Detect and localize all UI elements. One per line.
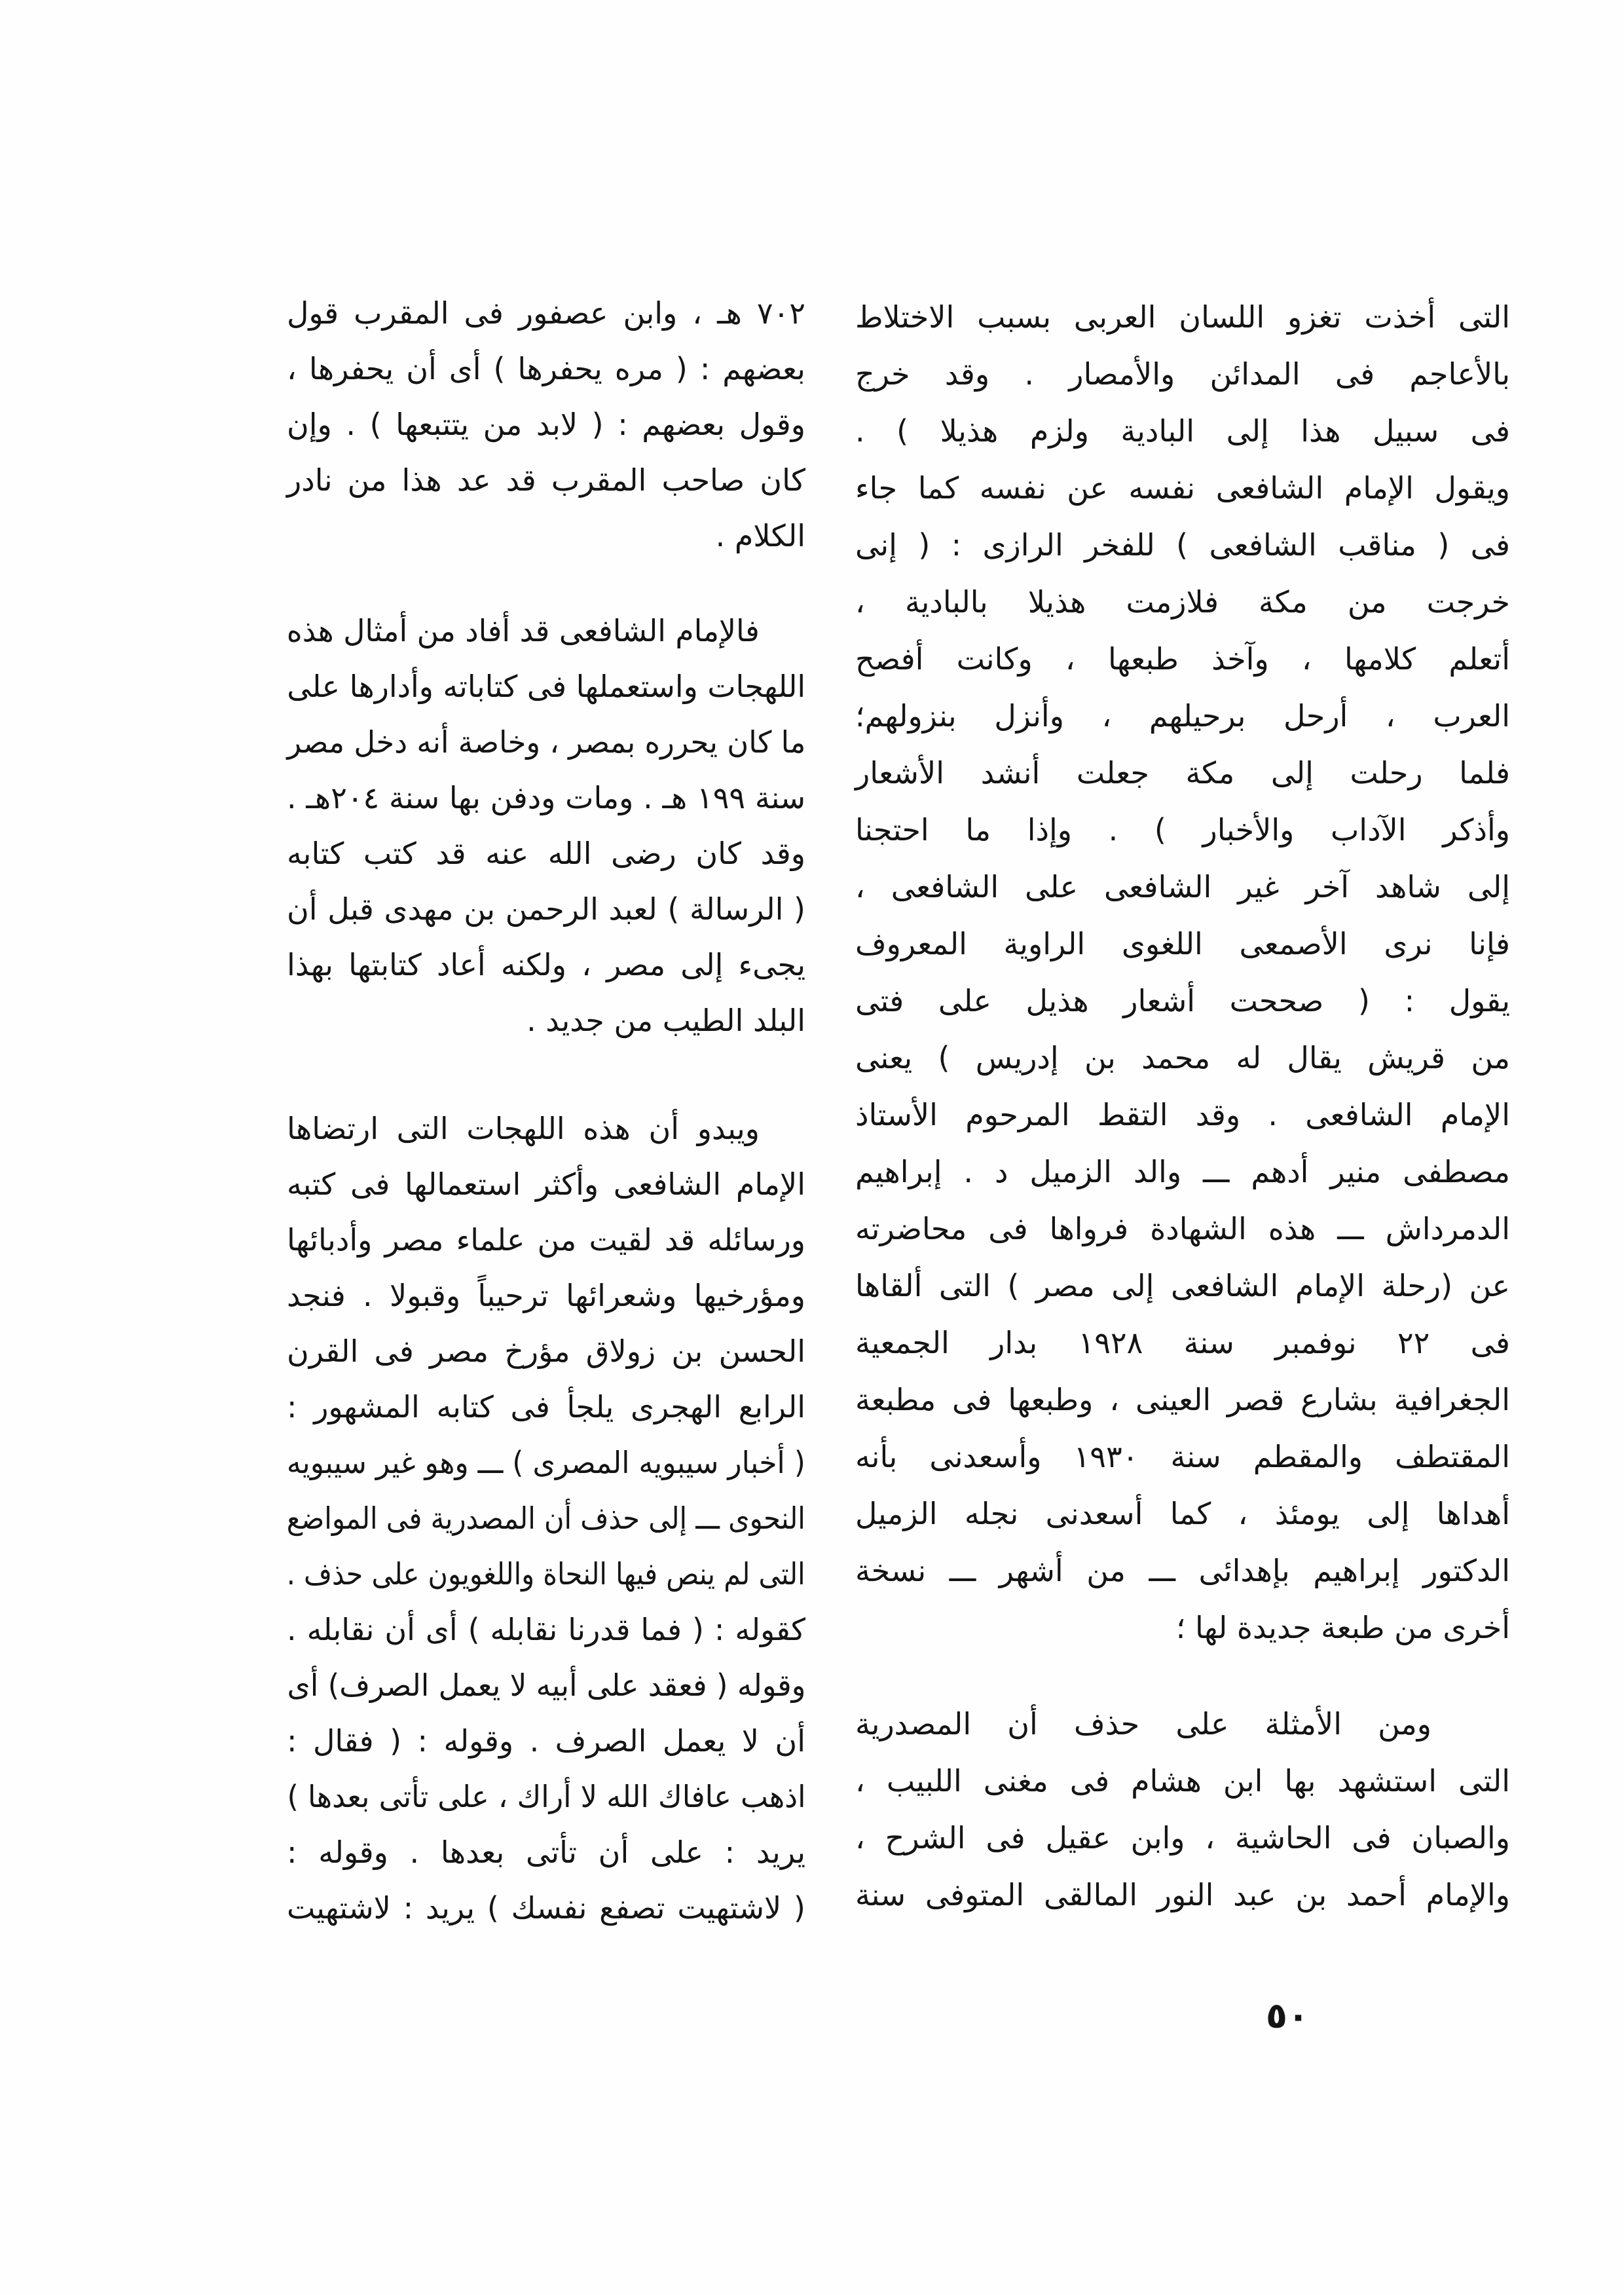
paragraph bbox=[287, 1101, 805, 1936]
text-line: فلما رحلت إلى مكة جعلت أنشد الأشعار bbox=[855, 755, 1510, 791]
text-line: وأذكر الآداب والأخبار ) . وإذا ما احتجنا bbox=[855, 812, 1510, 848]
text-line: أخرى من طبعة جديدة لها ؛ bbox=[1175, 1610, 1510, 1645]
text-line: بعضهم : ( مره يحفرها ) أى أن يحفرها ، bbox=[287, 351, 805, 386]
paragraph bbox=[287, 286, 805, 564]
text-line: الإمام الشافعى . وقد التقط المرحوم الأستاذ bbox=[855, 1097, 1510, 1132]
text-line: الدكتور إبراهيم بإهدائى ـــ من أشهر ـــ نسخة bbox=[855, 1553, 1510, 1588]
text-line: وقول بعضهم : ( لابد من يتتبعها ) . وإن bbox=[287, 407, 805, 442]
text-line: فى ٢٢ نوفمبر سنة ١٩٢٨ بدار الجمعية bbox=[855, 1325, 1510, 1360]
text-line: ومؤرخيها وشعرائها ترحيباً وقبولا . فنجد bbox=[287, 1278, 805, 1313]
right-column bbox=[855, 289, 1510, 1924]
text-line: فى ( مناقب الشافعى ) للفخر الرازى : ( إنى bbox=[855, 527, 1510, 563]
paragraph bbox=[287, 603, 805, 1049]
text-line: المقتطف والمقطم سنة ١٩٣٠ وأسعدنى بأنه bbox=[855, 1439, 1510, 1474]
left-column bbox=[287, 286, 805, 1936]
text-line: ٧٠٢ هـ ، وابن عصفور فى المقرب قول bbox=[287, 295, 805, 331]
text-line: يقول : ( صححت أشعار هذيل على فتى bbox=[855, 983, 1510, 1018]
text-line: النحوى ـــ إلى حذف أن المصدرية فى المواضع bbox=[287, 1501, 805, 1536]
text-line: اذهب عافاك الله لا أراك ، على تأتى بعدها ) bbox=[287, 1779, 805, 1814]
text-line: الإمام الشافعى وأكثر استعمالها فى كتبه bbox=[287, 1166, 805, 1202]
text-line: ومن الأمثلة على حذف أن المصدرية bbox=[855, 1706, 1431, 1742]
text-line: إلى شاهد آخر غير الشافعى على الشافعى ، bbox=[855, 869, 1510, 905]
text-line: عن (رحلة الإمام الشافعى إلى مصر ) التى ألقاها bbox=[855, 1268, 1510, 1303]
text-line: الدمرداش ـــ هذه الشهادة فرواها فى محاضرته bbox=[855, 1211, 1510, 1246]
text-line: ويبدو أن هذه اللهجات التى ارتضاها bbox=[287, 1111, 760, 1146]
text-line: الكلام . bbox=[715, 518, 805, 553]
text-line: ورسائله قد لقيت من علماء مصر وأدبائها bbox=[287, 1222, 805, 1258]
text-line: وقوله ( فعقد على أبيه لا يعمل الصرف) أى bbox=[287, 1668, 805, 1703]
text-line: كقوله : ( فما قدرنا نقابله ) أى أن نقابله . bbox=[287, 1612, 805, 1647]
page-number: ٥٠ bbox=[1266, 1995, 1309, 2036]
text-line: التى استشهد بها ابن هشام فى مغنى اللبيب ، bbox=[855, 1763, 1510, 1799]
text-line: فى سبيل هذا إلى البادية ولزم هذيلا ) . bbox=[855, 413, 1510, 449]
text-line: البلد الطيب من جديد . bbox=[526, 1003, 805, 1038]
text-line: والإمام أحمد بن عبد النور المالقى المتوفى سنة bbox=[855, 1877, 1510, 1912]
text-line: أهداها إلى يومئذ ، كما أسعدنى نجله الزميل bbox=[855, 1496, 1510, 1531]
text-line: خرجت من مكة فلازمت هذيلا بالبادية ، bbox=[855, 584, 1510, 620]
text-line: مصطفى منير أدهم ـــ والد الزميل د . إبراهيم bbox=[855, 1154, 1510, 1189]
text-line: ويقول الإمام الشافعى نفسه عن نفسه كما جاء bbox=[855, 470, 1510, 506]
text-line: سنة ١٩٩ هـ . ومات ودفن بها سنة ٢٠٤هـ . bbox=[287, 780, 805, 815]
text-line: كان صاحب المقرب قد عد هذا من نادر bbox=[287, 462, 805, 498]
text-line: الحسن بن زولاق مؤرخ مصر فى القرن bbox=[287, 1334, 805, 1369]
text-line: الرابع الهجرى يلجأ فى كتابه المشهور : bbox=[287, 1389, 805, 1425]
text-line: يجىء إلى مصر ، ولكنه أعاد كتابتها بهذا bbox=[287, 947, 805, 982]
text-line: يريد : على أن تأتى بعدها . وقوله : bbox=[287, 1835, 805, 1870]
text-line: أن لا يعمل الصرف . وقوله : ( فقال : bbox=[287, 1723, 805, 1759]
text-line: الجغرافية بشارع قصر العينى ، وطبعها فى مطبعة bbox=[855, 1382, 1510, 1417]
text-line: ما كان يحرره بمصر ، وخاصة أنه دخل مصر bbox=[287, 724, 805, 760]
text-line: أتعلم كلامها ، وآخذ طبعها ، وكانت أفصح bbox=[855, 641, 1510, 677]
text-line: من قريش يقال له محمد بن إدريس ) يعنى bbox=[855, 1040, 1510, 1075]
text-line: بالأعاجم فى المدائن والأمصار . وقد خرج bbox=[855, 356, 1510, 392]
text-line: وقد كان رضى الله عنه قد كتب كتابه bbox=[287, 836, 805, 871]
paragraph bbox=[855, 1696, 1510, 1924]
text-line: العرب ، أرحل برحيلهم ، وأنزل بنزولهم؛ bbox=[855, 698, 1510, 734]
text-line: والصبان فى الحاشية ، وابن عقيل فى الشرح ، bbox=[855, 1820, 1510, 1856]
text-line: التى لم ينص فيها النحاة واللغويون على حذف . bbox=[287, 1556, 805, 1592]
paragraph bbox=[855, 289, 1510, 1656]
text-line: فإنا نرى الأصمعى اللغوى الراوية المعروف bbox=[855, 926, 1510, 961]
text-line: فالإمام الشافعى قد أفاد من أمثال هذه bbox=[287, 613, 760, 648]
text-line: ( لاشتهيت تصفع نفسك ) يريد : لاشتهيت bbox=[287, 1890, 805, 1926]
text-line: ( الرسالة ) لعبد الرحمن بن مهدى قبل أن bbox=[287, 891, 805, 927]
text-line: اللهجات واستعملها فى كتاباته وأدارها على bbox=[287, 669, 805, 704]
text-line: ( أخبار سيبويه المصرى ) ـــ وهو غير سيبويه bbox=[287, 1445, 805, 1480]
text-line: التى أخذت تغزو اللسان العربى بسبب الاختلاط bbox=[855, 299, 1510, 335]
